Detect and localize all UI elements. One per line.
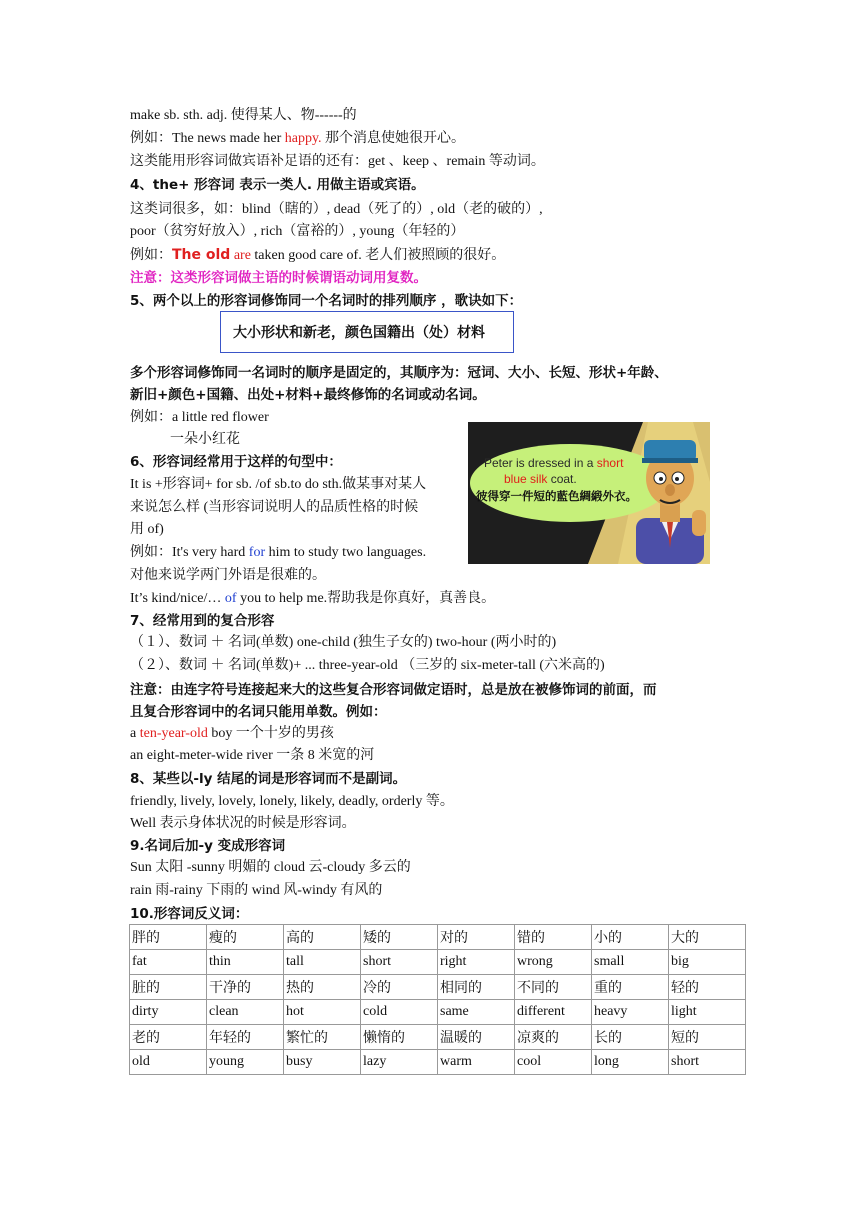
- bubble-line-2: [504, 472, 577, 486]
- table-cell: short: [361, 950, 438, 975]
- table-row: [130, 975, 746, 1000]
- highlight-ten-year-old: ten-year-old: [139, 726, 208, 741]
- line-example-hard: [130, 543, 426, 563]
- table-cell: 温暖的: [438, 1025, 515, 1050]
- text: coat.: [547, 472, 577, 486]
- mnemonic-text: 大小形状和新老，颜色国籍出（处）材料: [233, 325, 485, 341]
- heading-4: 4、the+ 形容词 表示一类人. 用做主语或宾语。: [130, 177, 425, 193]
- text: boy 一个十岁的男孩: [207, 726, 334, 741]
- table-cell: busy: [284, 1050, 361, 1075]
- line-hard-cn: 对他来说学两门外语是很难的。: [130, 568, 326, 583]
- text: It’s kind/nice/…: [130, 591, 225, 606]
- mnemonic-box: [220, 311, 514, 353]
- antonym-table: [129, 924, 746, 1075]
- table-cell: 干净的: [207, 975, 284, 1000]
- text: Peter is dressed in a: [484, 456, 597, 470]
- table-cell: 热的: [284, 975, 361, 1000]
- text: taken good care of. 老人们被照顾的很好。: [250, 248, 506, 263]
- table-cell: cool: [515, 1050, 592, 1075]
- table-cell: 年轻的: [207, 1025, 284, 1050]
- table-cell: heavy: [592, 1000, 669, 1025]
- table-cell: fat: [130, 950, 207, 975]
- table-row: [130, 1025, 746, 1050]
- cartoon-picture: [468, 422, 710, 564]
- line-ly-words: friendly, lively, lovely, lonely, likely, deadly, orderly 等。: [130, 794, 454, 809]
- table-cell: small: [592, 950, 669, 975]
- line-order-1: 多个形容词修饰同一名词时的顺序是固定的，其顺序为：冠词、大小、长短、形状+年龄、: [130, 365, 668, 381]
- table-cell: dirty: [130, 1000, 207, 1025]
- highlight-the-old: The old: [172, 247, 231, 263]
- bubble-line-3: 彼得穿一件短的藍色綢緞外衣。: [476, 489, 637, 503]
- table-cell: 凉爽的: [515, 1025, 592, 1050]
- line-y-2: rain 雨-rainy 下雨的 wind 风-windy 有风的: [130, 883, 383, 898]
- table-cell: 轻的: [669, 975, 746, 1000]
- line-make-sb: make sb. sth. adj. 使得某人、物------的: [130, 108, 357, 123]
- line-words-2: poor（贫穷好放入）, rich（富裕的）, young（年轻的）: [130, 224, 465, 239]
- line-example-river: an eight-meter-wide river 一条 8 米宽的河: [130, 748, 375, 763]
- table-cell: 短的: [669, 1025, 746, 1050]
- table-cell: 重的: [592, 975, 669, 1000]
- line-example-happy: [130, 129, 465, 149]
- table-cell: 相同的: [438, 975, 515, 1000]
- line-well: Well 表示身体状况的时候是形容词。: [130, 816, 356, 831]
- line-pattern-2: 来说怎么样 (当形容词说明人的品质性格的时候: [130, 500, 419, 515]
- peter-cartoon-icon: [630, 422, 710, 564]
- table-cell: clean: [207, 1000, 284, 1025]
- line-example-old: [130, 245, 505, 266]
- text: a: [130, 726, 140, 741]
- table-cell: 不同的: [515, 975, 592, 1000]
- line-order-2: 新旧+颜色+国籍、出处+材料+最终修饰的名词或动名词。: [130, 387, 486, 403]
- table-row: [130, 1000, 746, 1025]
- table-cell: 错的: [515, 925, 592, 950]
- line-flower-cn: 一朵小红花: [170, 432, 240, 447]
- note-compound-2: 且复合形容词中的名词只能用单数。例如：: [130, 704, 387, 720]
- table-cell: wrong: [515, 950, 592, 975]
- note-plural: 注意：这类形容词做主语的时候谓语动词用复数。: [130, 270, 427, 286]
- table-cell: 冷的: [361, 975, 438, 1000]
- text: 例如：: [130, 248, 172, 263]
- highlight-short: short: [596, 456, 624, 470]
- line-example-boy: [130, 724, 334, 744]
- table-cell: thin: [207, 950, 284, 975]
- table-cell: 小的: [592, 925, 669, 950]
- table-cell: short: [669, 1050, 746, 1075]
- heading-5: 5、两个以上的形容词修饰同一个名词时的排列顺序 ，歌诀如下：: [130, 293, 523, 309]
- table-cell: hot: [284, 1000, 361, 1025]
- bubble-line-1: [484, 456, 623, 470]
- table-cell: warm: [438, 1050, 515, 1075]
- line-compound-2: （２）、数词 ＋ 名词(单数)+ ... three-year-old （三岁的 six-meter-tall (六米高的): [130, 658, 605, 673]
- table-cell: 高的: [284, 925, 361, 950]
- text: 例如：It's very hard: [130, 545, 249, 560]
- table-row: [130, 950, 746, 975]
- text: you to help me.帮助我是你真好，真善良。: [236, 591, 496, 606]
- text: 例如：The news made her: [130, 131, 285, 146]
- table-cell: 老的: [130, 1025, 207, 1050]
- highlight-of: of: [224, 591, 237, 606]
- highlight-happy: happy.: [284, 131, 322, 146]
- table-cell: light: [669, 1000, 746, 1025]
- table-row: [130, 925, 746, 950]
- line-y-1: Sun 太阳 -sunny 明媚的 cloud 云-cloudy 多云的: [130, 860, 411, 875]
- table-cell: tall: [284, 950, 361, 975]
- line-verbs: 这类能用形容词做宾语补足语的还有：get 、keep 、remain 等动词。: [130, 154, 545, 169]
- line-pattern-3: 用 of): [130, 522, 164, 537]
- highlight-for: for: [248, 545, 266, 560]
- table-cell: 繁忙的: [284, 1025, 361, 1050]
- table-cell: 胖的: [130, 925, 207, 950]
- table-cell: different: [515, 1000, 592, 1025]
- table-cell: cold: [361, 1000, 438, 1025]
- table-cell: lazy: [361, 1050, 438, 1075]
- table-cell: old: [130, 1050, 207, 1075]
- line-example-kind: [130, 589, 495, 609]
- table-cell: big: [669, 950, 746, 975]
- heading-10: 10.形容词反义词：: [130, 906, 249, 922]
- note-compound-1: 注意：由连字符号连接起来大的这些复合形容词做定语时，总是放在被修饰词的前面，而: [130, 682, 657, 698]
- table-cell: 大的: [669, 925, 746, 950]
- table-cell: 懒惰的: [361, 1025, 438, 1050]
- highlight-blue-silk: blue silk: [504, 472, 548, 486]
- text: 那个消息使她很开心。: [321, 131, 466, 146]
- table-cell: 瘦的: [207, 925, 284, 950]
- table-cell: 长的: [592, 1025, 669, 1050]
- heading-9: 9.名词后加-y 变成形容词: [130, 838, 286, 854]
- table-cell: 对的: [438, 925, 515, 950]
- heading-6: 6、形容词经常用于这样的句型中：: [130, 454, 342, 470]
- line-words: 这类词很多，如：blind（瞎的）, dead（死了的）, old（老的破的）,: [130, 202, 543, 217]
- table-cell: right: [438, 950, 515, 975]
- table-row: [130, 1050, 746, 1075]
- heading-7: 7、经常用到的复合形容: [130, 613, 275, 629]
- highlight-are: are: [230, 248, 251, 263]
- text: him to study two languages.: [265, 545, 427, 560]
- heading-8: 8、某些以-ly 结尾的词是形容词而不是副词。: [130, 771, 407, 787]
- table-cell: same: [438, 1000, 515, 1025]
- table-cell: 脏的: [130, 975, 207, 1000]
- line-example-flower: 例如：a little red flower: [130, 410, 269, 425]
- table-cell: 矮的: [361, 925, 438, 950]
- table-cell: long: [592, 1050, 669, 1075]
- line-pattern-1: It is +形容词+ for sb. /of sb.to do sth.做某事对某人: [130, 477, 427, 492]
- line-compound-1: （１）、数词 ＋ 名词(单数) one-child (独生子女的) two-hour (两小时的): [130, 635, 557, 650]
- table-cell: young: [207, 1050, 284, 1075]
